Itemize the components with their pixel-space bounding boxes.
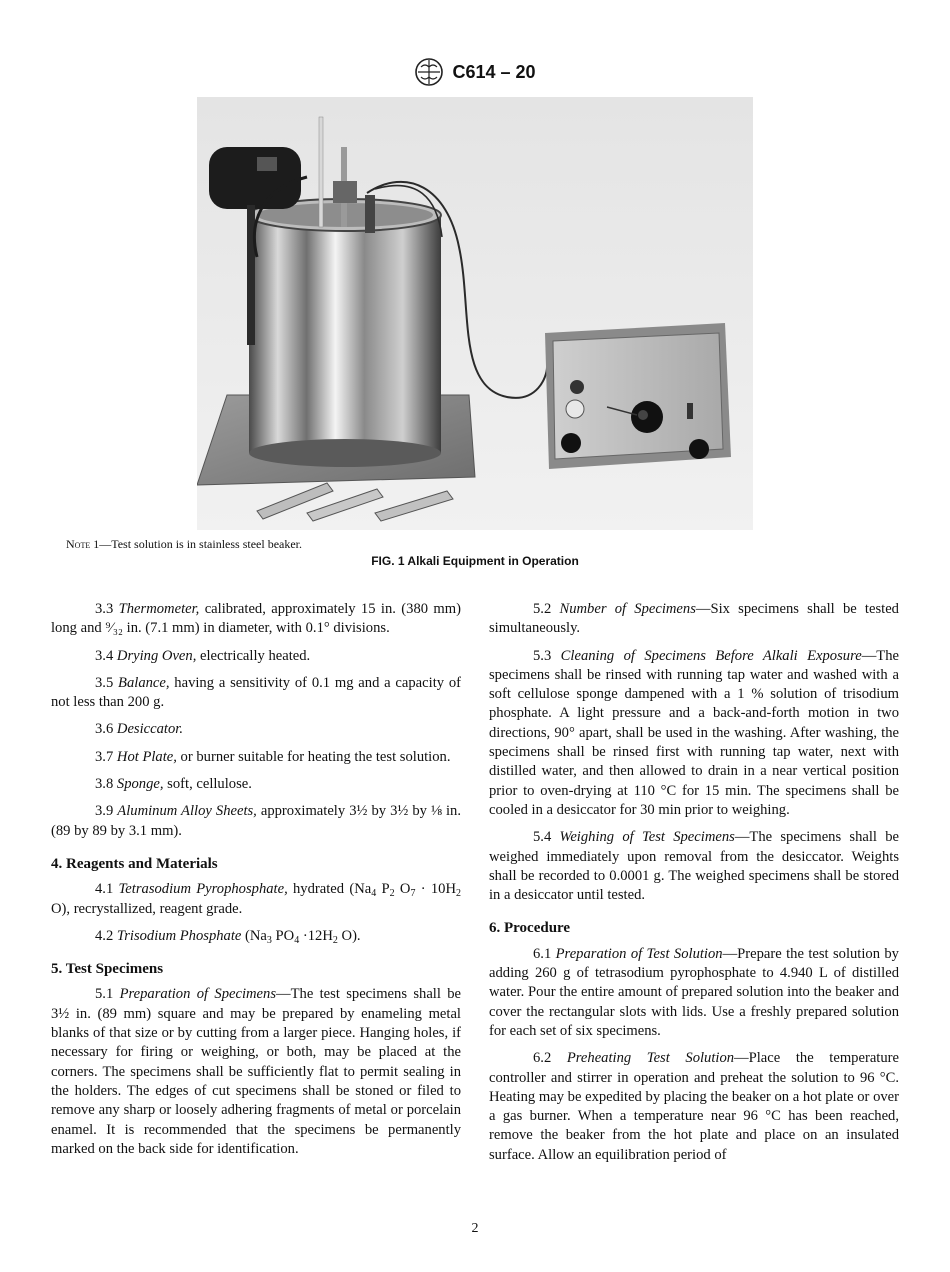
section-6-1: 6.1 Preparation of Test Solution—Prepare the test solution by adding 260 g of tetrasodium pyrophosphate to 4.940 L of distilled water. Pour the entire amount of prepared solution into the beaker and cover the rectangular slots with lids. Use a freshly prepared solution for each set of six specimens. xyxy=(489,945,899,1039)
section-5-3: 5.3 Cleaning of Specimens Before Alkali Exposure—The specimens shall be rinsed with running tap water and washed with a soft cellulose sponge dampened with a 1 % solution of trisodium phosphate. A light pressure and a back-and-forth motion in two directions, 90° apart, shall be used in the washing. After washing, the specimens shall be rinsed first with running tap water, next with distilled water, and then allowed to drain in a near vertical position prior to oven-drying at 110 °C for 15 min. The specimens shall be cooled in a desiccator for 30 min prior to weighing. xyxy=(489,647,899,818)
section-6-2: 6.2 Preheating Test Solution—Place the temperature controller and stirrer in operation and preheat the solution to 96 °C. Heating may be expedited by placing the beaker on a hot plate or over a gas burner. When a temperature near 96 °C has been reached, remove the beaker from the hot plate and place on an insulated surface. Allow an equilibration period of xyxy=(489,1050,899,1163)
astm-logo-icon xyxy=(414,57,444,87)
section-5-1: 5.1 Preparation of Specimens—The test specimens shall be 3½ in. (89 mm) square and may be prepared by enameling metal blanks of that size or by cutting from a larger piece. Hanging holes, if necessary for firing or weighing, or both, may be placed at the corners. The specimens shall be sufficiently flat to permit sealing in the holders. The edges of cut specimens shall be stoned or filed to remove any sharp or loosely adhering fragments of metal or porcelain enamel. It is recommended that the specimens be permanently marked on the back side for identification. xyxy=(51,986,462,1157)
section-3-4: 3.4 Drying Oven, electrically heated. xyxy=(95,647,311,664)
section-3-6: 3.6 Desiccator. xyxy=(95,721,183,738)
figure-caption: FIG. 1 Alkali Equipment in Operation xyxy=(371,554,579,568)
section-3-9: 3.9 Aluminum Alloy Sheets, approximately 3½ by 3½ by ⅛ in. (89 by 89 by 3.1 mm). xyxy=(51,803,461,839)
equipment-photo xyxy=(197,97,753,530)
section-3-8: 3.8 Sponge, soft, cellulose. xyxy=(95,776,252,793)
figure-note: Note 1—Test solution is in stainless steel beaker. xyxy=(66,537,303,551)
section-4-1: 4.1 Tetrasodium Pyrophosphate, hydrated ($Na_4$ $P_2$ $O_7 \cdot 10H_2$ O), recrystallized, reagent grade. xyxy=(51,881,461,917)
heading-test-specimens: 5. Test Specimens xyxy=(51,961,164,978)
right-column xyxy=(489,600,899,1165)
section-4-2: 4.2 Trisodium Phosphate ($Na_3$ $PO_4 \cdot 12H_2$ O). xyxy=(95,927,361,946)
section-3-7: 3.7 Hot Plate, or burner suitable for heating the test solution. xyxy=(95,748,451,765)
left-column xyxy=(51,600,461,1159)
section-3-5: 3.5 Balance, having a sensitivity of 0.1 mg and a capacity of not less than 200 g. xyxy=(51,674,461,711)
document-code: C614 – 20 xyxy=(452,61,536,82)
section-5-4: 5.4 Weighing of Test Specimens—The specimens shall be weighed immediately upon removal from the desiccator. Weights shall be recorded to 0.0001 g. The weighed specimens shall be stored in a desiccator until tested. xyxy=(489,829,899,904)
heading-procedure: 6. Procedure xyxy=(489,920,571,937)
page-number: 2 xyxy=(471,1221,479,1236)
section-3-3: 3.3 Thermometer, calibrated, approximately 15 in. (380 mm) long and ⁹⁄₃₂ in. (7.1 mm) in diameter, with 0.1° divisions. xyxy=(51,601,461,637)
heading-reagents: 4. Reagents and Materials xyxy=(51,855,218,872)
page-header xyxy=(0,57,950,92)
section-5-2: 5.2 Number of Specimens—Six specimens shall be tested simultaneously. xyxy=(489,601,899,637)
